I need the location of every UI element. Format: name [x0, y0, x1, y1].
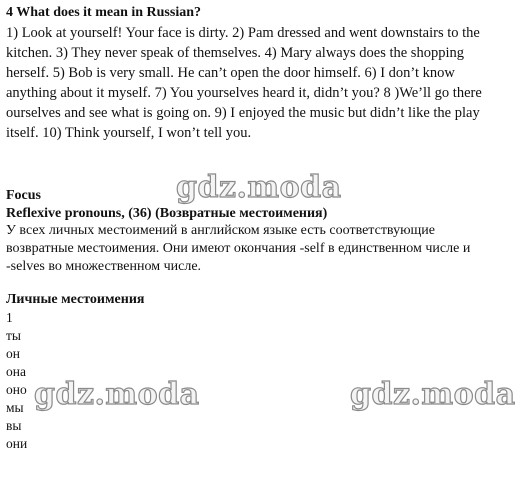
focus-text-line: возвратные местоимения. Они имеют окончания -self в единственном числе и	[6, 241, 471, 256]
pronoun-item: они	[6, 436, 28, 451]
watermark-logo: gdz.moda	[350, 377, 516, 412]
exercise-line: kitchen. 3) They never speak of themselves. 4) Mary always does the shopping	[6, 45, 464, 61]
exercise-line: ourselves and see what is going on. 9) I enjoyed the music but didn’t like the play	[6, 105, 480, 121]
pronoun-item: ты	[6, 328, 21, 343]
exercise-text	[6, 23, 482, 143]
exercise-line: itself. 10) Think yourself, I won’t tell you.	[6, 125, 252, 141]
pronoun-item: 1	[6, 310, 13, 325]
focus-subtitle: Reflexive pronouns, (36) (Возвратные местоимения)	[6, 206, 328, 221]
exercise-line: 1) Look at yourself! Your face is dirty. 2) Pam dressed and went downstairs to the	[6, 25, 480, 41]
watermark-logo: gdz.moda	[34, 377, 200, 412]
exercise-line: herself. 5) Bob is very small. He can’t open the door himself. 6) I don’t know	[6, 65, 455, 81]
exercise-line: anything about it myself. 7) You yourselves heard it, didn’t you? 8 )We’ll go there	[6, 85, 482, 101]
pronouns-heading: Личные местоимения	[6, 292, 145, 307]
focus-text-line: У всех личных местоимений в английском языке есть соответствующие	[6, 223, 436, 238]
pronoun-item: она	[6, 364, 26, 379]
pronoun-item: оно	[6, 382, 27, 397]
focus-text-line: -selves во множественном числе.	[6, 259, 202, 274]
exercise-title: 4 What does it mean in Russian?	[6, 5, 202, 20]
pronoun-item: он	[6, 346, 20, 361]
watermark-logo: gdz.moda	[176, 170, 342, 205]
focus-label: Focus	[6, 188, 41, 203]
pronoun-item: мы	[6, 400, 24, 415]
pronoun-item: вы	[6, 418, 22, 433]
